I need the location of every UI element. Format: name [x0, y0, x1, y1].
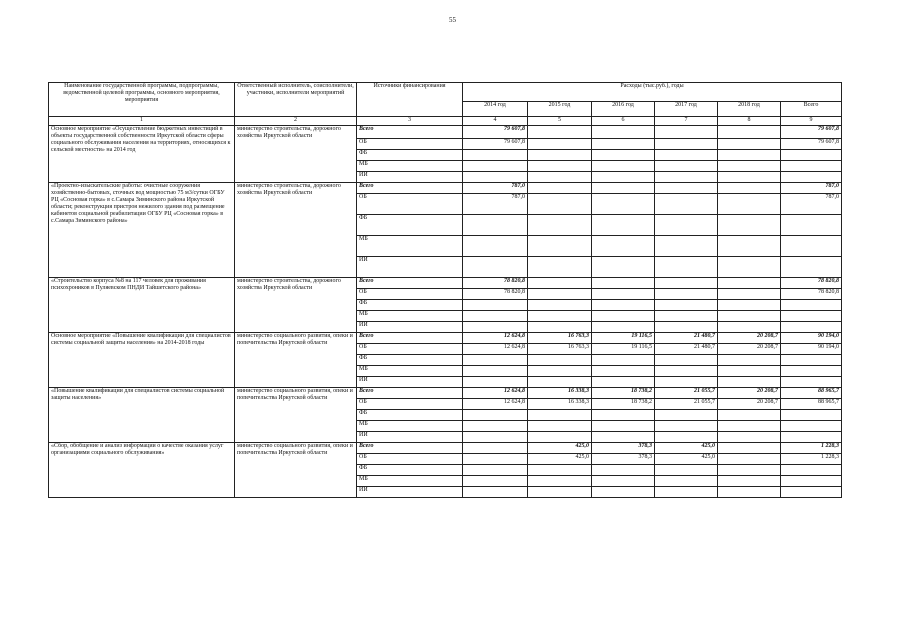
- total-value-cell: 88 965,7: [781, 399, 842, 410]
- year-value-cell: [718, 311, 781, 322]
- year-value-cell: 20 208,7: [718, 344, 781, 355]
- year-value-cell: [655, 311, 718, 322]
- year-value-cell: 787,0: [463, 183, 528, 194]
- total-value-cell: [781, 366, 842, 377]
- year-value-cell: [718, 289, 781, 300]
- year-value-cell: [463, 487, 528, 498]
- funding-source-cell: ФБ: [357, 150, 463, 161]
- year-value-cell: [592, 476, 655, 487]
- total-value-cell: [781, 172, 842, 183]
- year-value-cell: [592, 465, 655, 476]
- funding-source-cell: МБ: [357, 476, 463, 487]
- year-value-cell: [528, 126, 592, 139]
- year-value-cell: [718, 126, 781, 139]
- total-value-cell: 90 194,0: [781, 344, 842, 355]
- year-value-cell: [528, 322, 592, 333]
- header-expenses: Расходы (тыс.руб.), годы: [463, 83, 842, 102]
- year-value-cell: 16 338,3: [528, 388, 592, 399]
- program-name-cell: «Сбор, обобщение и анализ информации о качестве оказания услуг организациями социального обслуживания»: [49, 443, 235, 498]
- column-number: 7: [655, 117, 718, 126]
- year-value-cell: [655, 355, 718, 366]
- year-value-cell: [655, 215, 718, 236]
- executor-cell: министерство строительства, дорожного хозяйства Иркутской области: [235, 126, 357, 183]
- executor-cell: министерство строительства, дорожного хозяйства Иркутской области: [235, 278, 357, 333]
- year-value-cell: [592, 183, 655, 194]
- year-value-cell: [655, 366, 718, 377]
- year-value-cell: [463, 322, 528, 333]
- column-number: 9: [781, 117, 842, 126]
- total-value-cell: [781, 421, 842, 432]
- funding-source-cell: ОБ: [357, 399, 463, 410]
- column-number-row: [49, 117, 842, 126]
- year-value-cell: [463, 150, 528, 161]
- year-value-cell: [592, 432, 655, 443]
- funding-source-cell: ОБ: [357, 289, 463, 300]
- funding-source-cell: МБ: [357, 161, 463, 172]
- year-value-cell: [718, 454, 781, 465]
- total-value-cell: [781, 487, 842, 498]
- year-value-cell: 18 738,2: [592, 399, 655, 410]
- year-value-cell: [528, 278, 592, 289]
- year-value-cell: [592, 322, 655, 333]
- year-value-cell: [718, 432, 781, 443]
- year-value-cell: [592, 172, 655, 183]
- column-number: 1: [49, 117, 235, 126]
- year-value-cell: [463, 366, 528, 377]
- funding-source-cell: ИИ: [357, 487, 463, 498]
- year-value-cell: [592, 487, 655, 498]
- year-value-cell: [463, 311, 528, 322]
- column-number: 4: [463, 117, 528, 126]
- funding-source-cell: ФБ: [357, 300, 463, 311]
- total-value-cell: [781, 215, 842, 236]
- total-value-cell: 79 607,8: [781, 126, 842, 139]
- year-value-cell: [718, 161, 781, 172]
- year-value-cell: 78 820,8: [463, 289, 528, 300]
- year-value-cell: [718, 183, 781, 194]
- total-value-cell: 78 820,8: [781, 278, 842, 289]
- year-value-cell: 79 607,8: [463, 126, 528, 139]
- year-value-cell: 16 763,3: [528, 344, 592, 355]
- year-value-cell: [655, 139, 718, 150]
- year-value-cell: [655, 126, 718, 139]
- year-value-cell: 20 208,7: [718, 388, 781, 399]
- table-row: [49, 278, 842, 289]
- executor-cell: министерство социального развития, опеки и попечительства Иркутской области: [235, 388, 357, 443]
- program-name-cell: «Строительство корпуса №8 на 117 человек для проживания психохроников в Пуляевском ПНДИ Тайшетского района»: [49, 278, 235, 333]
- year-value-cell: [463, 443, 528, 454]
- year-value-cell: 21 480,7: [655, 344, 718, 355]
- funding-source-cell: ИИ: [357, 432, 463, 443]
- total-value-cell: 88 965,7: [781, 388, 842, 399]
- funding-source-cell: ФБ: [357, 465, 463, 476]
- funding-source-cell: МБ: [357, 311, 463, 322]
- year-value-cell: [592, 150, 655, 161]
- year-value-cell: [655, 476, 718, 487]
- executor-cell: министерство социального развития, опеки и попечительства Иркутской области: [235, 443, 357, 498]
- funding-source-cell: ФБ: [357, 215, 463, 236]
- table-row: [49, 333, 842, 344]
- funding-source-cell: ФБ: [357, 410, 463, 421]
- year-value-cell: [718, 487, 781, 498]
- year-value-cell: [592, 257, 655, 278]
- year-value-cell: 16 763,3: [528, 333, 592, 344]
- year-value-cell: [528, 150, 592, 161]
- total-value-cell: [781, 410, 842, 421]
- total-value-cell: 1 228,3: [781, 443, 842, 454]
- funding-source-cell: ОБ: [357, 454, 463, 465]
- year-value-cell: [655, 465, 718, 476]
- year-value-cell: [655, 410, 718, 421]
- year-value-cell: [463, 257, 528, 278]
- year-value-cell: 425,0: [528, 454, 592, 465]
- year-value-cell: [655, 278, 718, 289]
- header-executor: Ответственный исполнитель, соисполнители, участники, исполнители мероприятий: [235, 83, 357, 117]
- funding-source-cell: Всего: [357, 278, 463, 289]
- year-value-cell: 12 624,8: [463, 344, 528, 355]
- total-value-cell: [781, 465, 842, 476]
- year-value-cell: [528, 257, 592, 278]
- funding-source-cell: ФБ: [357, 355, 463, 366]
- year-value-cell: [718, 355, 781, 366]
- funding-source-cell: Всего: [357, 333, 463, 344]
- year-value-cell: [718, 172, 781, 183]
- year-value-cell: [463, 410, 528, 421]
- year-value-cell: [592, 311, 655, 322]
- year-value-cell: 378,3: [592, 443, 655, 454]
- year-value-cell: [592, 161, 655, 172]
- year-value-cell: 19 116,5: [592, 344, 655, 355]
- funding-source-cell: ИИ: [357, 257, 463, 278]
- year-value-cell: [592, 289, 655, 300]
- header-year: 2016 год: [592, 102, 655, 117]
- year-value-cell: [718, 377, 781, 388]
- funding-source-cell: МБ: [357, 366, 463, 377]
- total-value-cell: 78 820,8: [781, 289, 842, 300]
- total-value-cell: 90 194,0: [781, 333, 842, 344]
- funding-source-cell: Всего: [357, 183, 463, 194]
- header-total: Всего: [781, 102, 842, 117]
- header-program: Наименование государственной программы, подпрограммы, ведомственной целевой программы, основного мероприятия, мероприятия: [49, 83, 235, 117]
- page-number: 55: [449, 16, 456, 24]
- year-value-cell: [463, 215, 528, 236]
- executor-cell: министерство строительства, дорожного хозяйства Иркутской области: [235, 183, 357, 278]
- total-value-cell: [781, 161, 842, 172]
- year-value-cell: [655, 161, 718, 172]
- year-value-cell: [592, 366, 655, 377]
- total-value-cell: 787,0: [781, 194, 842, 215]
- year-value-cell: 78 820,8: [463, 278, 528, 289]
- year-value-cell: 16 338,3: [528, 399, 592, 410]
- year-value-cell: 425,0: [655, 443, 718, 454]
- program-name-cell: Основное мероприятие «Повышение квалификации для специалистов системы социальной защиты населения» на 2014-2018 годы: [49, 333, 235, 388]
- year-value-cell: [528, 161, 592, 172]
- year-value-cell: [528, 366, 592, 377]
- column-number: 6: [592, 117, 655, 126]
- total-value-cell: [781, 432, 842, 443]
- total-value-cell: [781, 476, 842, 487]
- year-value-cell: [592, 236, 655, 257]
- year-value-cell: [655, 421, 718, 432]
- year-value-cell: [463, 172, 528, 183]
- year-value-cell: [718, 236, 781, 257]
- header-year: 2018 год: [718, 102, 781, 117]
- total-value-cell: [781, 150, 842, 161]
- funding-source-cell: ИИ: [357, 172, 463, 183]
- year-value-cell: [655, 432, 718, 443]
- year-value-cell: 425,0: [528, 443, 592, 454]
- year-value-cell: [718, 476, 781, 487]
- year-value-cell: [528, 355, 592, 366]
- year-value-cell: [528, 194, 592, 215]
- table-row: [49, 388, 842, 399]
- year-value-cell: [718, 410, 781, 421]
- funding-source-cell: ОБ: [357, 194, 463, 215]
- column-number: 2: [235, 117, 357, 126]
- total-value-cell: [781, 377, 842, 388]
- year-value-cell: [655, 183, 718, 194]
- total-value-cell: [781, 322, 842, 333]
- year-value-cell: [655, 150, 718, 161]
- total-value-cell: [781, 300, 842, 311]
- total-value-cell: 1 228,3: [781, 454, 842, 465]
- funding-source-cell: ИИ: [357, 322, 463, 333]
- year-value-cell: [718, 257, 781, 278]
- year-value-cell: 787,0: [463, 194, 528, 215]
- year-value-cell: [463, 454, 528, 465]
- program-name-cell: Основное мероприятие «Осуществление бюджетных инвестиций в объекты государственной собственности Иркутской области сферы социального обслуживания населения на территориях, относящихся к сельской местности» на 2014 год: [49, 126, 235, 183]
- header-year: 2017 год: [655, 102, 718, 117]
- year-value-cell: [528, 465, 592, 476]
- program-name-cell: «Повышение квалификации для специалистов системы социальной защиты населения»: [49, 388, 235, 443]
- year-value-cell: 378,3: [592, 454, 655, 465]
- expenses-table: [48, 82, 842, 498]
- year-value-cell: [592, 421, 655, 432]
- year-value-cell: [655, 236, 718, 257]
- funding-source-cell: МБ: [357, 421, 463, 432]
- year-value-cell: [592, 410, 655, 421]
- year-value-cell: [655, 487, 718, 498]
- year-value-cell: [528, 487, 592, 498]
- year-value-cell: [718, 421, 781, 432]
- year-value-cell: [463, 377, 528, 388]
- column-number: 5: [528, 117, 592, 126]
- year-value-cell: [718, 215, 781, 236]
- year-value-cell: 19 116,5: [592, 333, 655, 344]
- year-value-cell: [718, 366, 781, 377]
- total-value-cell: [781, 257, 842, 278]
- year-value-cell: [718, 194, 781, 215]
- year-value-cell: [718, 322, 781, 333]
- year-value-cell: 12 624,8: [463, 399, 528, 410]
- table-row: [49, 443, 842, 454]
- funding-source-cell: ОБ: [357, 139, 463, 150]
- header-sources: Источники финансирования: [357, 83, 463, 117]
- year-value-cell: [463, 161, 528, 172]
- year-value-cell: [463, 465, 528, 476]
- year-value-cell: [528, 432, 592, 443]
- year-value-cell: 18 738,2: [592, 388, 655, 399]
- year-value-cell: [463, 355, 528, 366]
- year-value-cell: 12 624,8: [463, 388, 528, 399]
- total-value-cell: 787,0: [781, 183, 842, 194]
- year-value-cell: [528, 183, 592, 194]
- year-value-cell: [592, 377, 655, 388]
- executor-cell: министерство социального развития, опеки и попечительства Иркутской области: [235, 333, 357, 388]
- table-body: [49, 126, 842, 498]
- year-value-cell: [718, 139, 781, 150]
- year-value-cell: 20 208,7: [718, 399, 781, 410]
- column-number: 3: [357, 117, 463, 126]
- year-value-cell: 20 208,7: [718, 333, 781, 344]
- year-value-cell: [528, 139, 592, 150]
- column-number: 8: [718, 117, 781, 126]
- year-value-cell: [592, 278, 655, 289]
- year-value-cell: [463, 300, 528, 311]
- year-value-cell: [655, 322, 718, 333]
- program-name-cell: «Проектно-изыскательские работы: очистные сооружения хозяйственно-бытовых, сточных вод мощностью 75 м3/сутки ОГБУ РЦ «Сосновая горка» в с.Самара Зиминского района Иркутской области; реконструкция пристроя нежилого здания под размещение кабинетов социальной реабилитации ОГБУ РЦ «Сосновая горка» в с.Самара Зиминского района»: [49, 183, 235, 278]
- table-row: [49, 126, 842, 139]
- year-value-cell: [463, 236, 528, 257]
- year-value-cell: [592, 215, 655, 236]
- year-value-cell: [655, 300, 718, 311]
- year-value-cell: [528, 311, 592, 322]
- year-value-cell: [592, 126, 655, 139]
- year-value-cell: [528, 377, 592, 388]
- year-value-cell: 21 055,7: [655, 399, 718, 410]
- year-value-cell: [528, 410, 592, 421]
- year-value-cell: [463, 432, 528, 443]
- table-header: [49, 83, 842, 126]
- year-value-cell: [528, 172, 592, 183]
- year-value-cell: [463, 421, 528, 432]
- year-value-cell: [463, 476, 528, 487]
- year-value-cell: [528, 421, 592, 432]
- funding-source-cell: Всего: [357, 443, 463, 454]
- year-value-cell: [592, 300, 655, 311]
- year-value-cell: 12 624,8: [463, 333, 528, 344]
- year-value-cell: [718, 443, 781, 454]
- year-value-cell: [718, 150, 781, 161]
- year-value-cell: [528, 476, 592, 487]
- year-value-cell: 21 480,7: [655, 333, 718, 344]
- year-value-cell: [718, 278, 781, 289]
- year-value-cell: [528, 300, 592, 311]
- total-value-cell: [781, 355, 842, 366]
- year-value-cell: [655, 377, 718, 388]
- header-year: 2014 год: [463, 102, 528, 117]
- header-year: 2015 год: [528, 102, 592, 117]
- funding-source-cell: ОБ: [357, 344, 463, 355]
- funding-source-cell: ИИ: [357, 377, 463, 388]
- year-value-cell: [655, 257, 718, 278]
- year-value-cell: 425,0: [655, 454, 718, 465]
- year-value-cell: 21 055,7: [655, 388, 718, 399]
- year-value-cell: [655, 194, 718, 215]
- year-value-cell: [592, 355, 655, 366]
- year-value-cell: 79 607,8: [463, 139, 528, 150]
- funding-source-cell: МБ: [357, 236, 463, 257]
- year-value-cell: [528, 215, 592, 236]
- funding-source-cell: Всего: [357, 388, 463, 399]
- year-value-cell: [592, 139, 655, 150]
- year-value-cell: [528, 236, 592, 257]
- year-value-cell: [655, 289, 718, 300]
- year-value-cell: [718, 465, 781, 476]
- year-value-cell: [655, 172, 718, 183]
- year-value-cell: [592, 194, 655, 215]
- year-value-cell: [528, 289, 592, 300]
- year-value-cell: [718, 300, 781, 311]
- table-row: [49, 183, 842, 194]
- funding-source-cell: Всего: [357, 126, 463, 139]
- total-value-cell: [781, 236, 842, 257]
- total-value-cell: [781, 311, 842, 322]
- total-value-cell: 79 607,8: [781, 139, 842, 150]
